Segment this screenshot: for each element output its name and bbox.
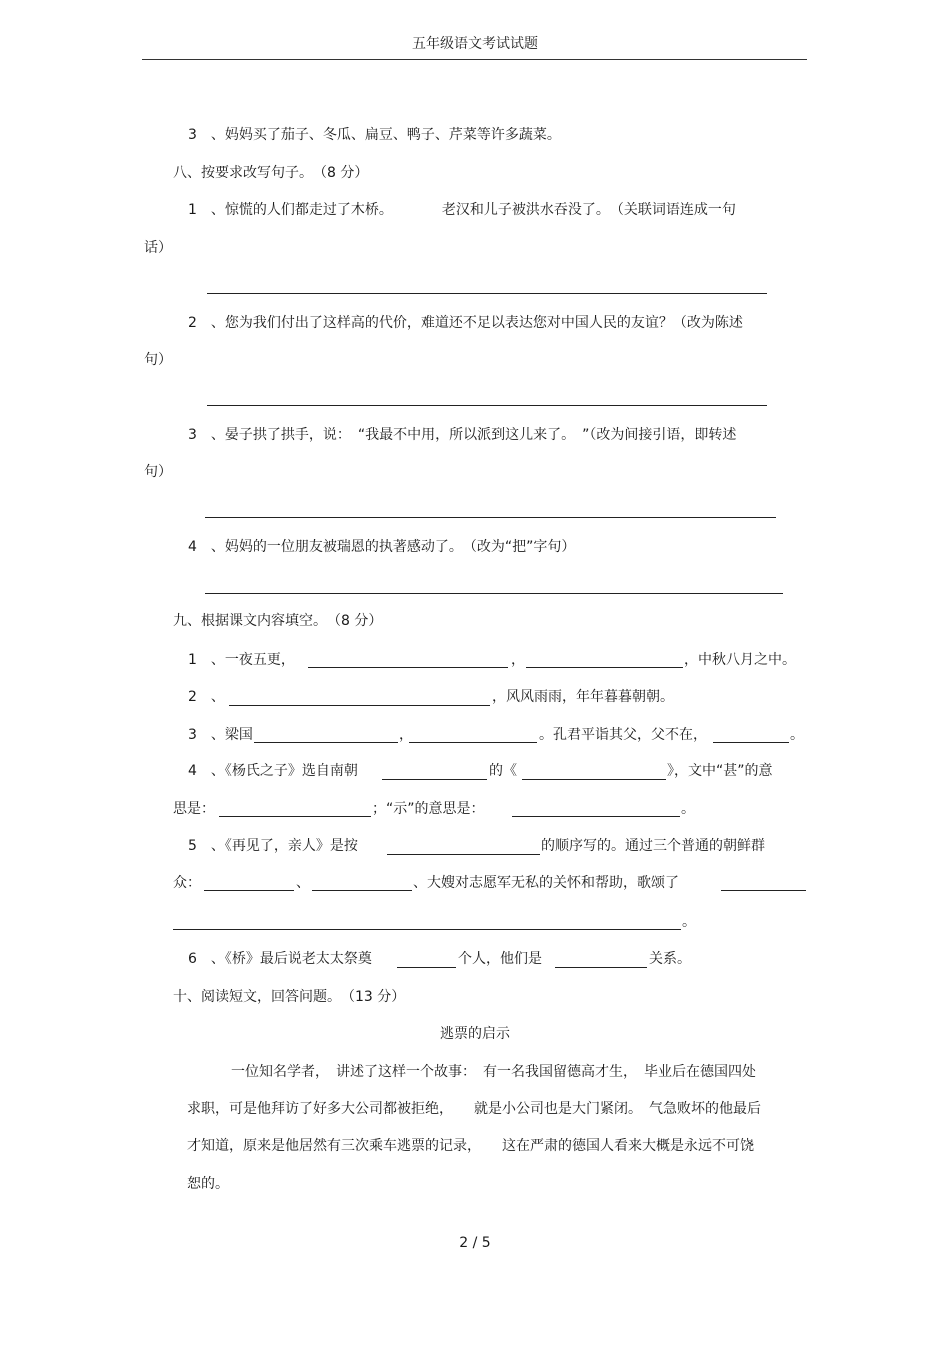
s9-q5-blank4 — [721, 890, 806, 891]
s8-q1-line1: 1 、惊慌的人们都走过了木桥。 老汉和儿子被洪水吞没了。 （关联词语连成一句 — [188, 202, 736, 218]
s9-q4-mid2: 》，文中“甚”的意 — [667, 763, 773, 779]
s9-q5-blank2 — [204, 890, 294, 891]
s9-q1-blank1 — [308, 667, 508, 668]
s8-q2-line1: 2 、您为我们付出了这样高的代价，难道还不足以表达您对中国人民的友谊？（改为陈述 — [188, 315, 743, 331]
s8-q4-answer-line — [205, 593, 783, 594]
s9-q5-num: 5 、《再见了，亲人》是按 — [188, 838, 358, 854]
s9-q6-mid1: 个人，他们是 — [458, 951, 542, 967]
page-header-title: 五年级语文考试试题 — [412, 36, 538, 52]
s9-q5-blank3 — [312, 890, 412, 891]
s7-item3: 3 、妈妈买了茄子、冬瓜、扁豆、鸭子、芹菜等许多蔬菜。 — [188, 127, 561, 143]
passage-line-3: 才知道，原来是他居然有三次乘车逃票的记录， 这在严肃的德国人看来大概是永远不可饶 — [187, 1138, 754, 1154]
s9-q4-blank1 — [382, 779, 487, 780]
s9-q4-blank3 — [219, 816, 371, 817]
s8-q1-line2: 话） — [144, 240, 172, 256]
s9-q2-blank — [229, 705, 490, 706]
passage-line-4: 恕的。 — [187, 1176, 229, 1192]
s9-q3-blank1 — [254, 742, 398, 743]
s8-q3-line1: 3 、晏子拱了拱手，说： “我最不中用，所以派到这儿来了。 ”（改为间接引语，即转述 — [188, 427, 737, 443]
s9-q5-sep1: 、 — [296, 875, 310, 891]
s9-q6-blank1 — [397, 967, 456, 968]
s9-q3-blank2 — [409, 742, 537, 743]
s9-q1-sep: ， — [511, 652, 525, 668]
passage-title: 逃票的启示 — [440, 1026, 510, 1042]
s8-q2-line2: 句） — [144, 352, 172, 368]
section9-heading: 九、根据课文内容填空。 （8 分） — [173, 613, 383, 629]
s8-q2-answer-line — [207, 405, 767, 406]
s9-q4-line2end: 。 — [681, 801, 695, 817]
s9-q5-blank5 — [173, 929, 681, 930]
section10-heading: 十、阅读短文，回答问题。 （13 分） — [173, 989, 406, 1005]
s9-q5-mid1: 的顺序写的。通过三个普通的朝鲜群 — [541, 838, 765, 854]
s9-q3-num: 3 、梁国 — [188, 727, 253, 743]
s9-q3-sep: ， — [399, 727, 413, 743]
s9-q5-sep2: 、大嫂对志愿军无私的关怀和帮助，歌颂了 — [413, 875, 679, 891]
s8-q3-line2: 句） — [144, 464, 172, 480]
s8-q3-answer-line — [205, 517, 776, 518]
s9-q4-blank4 — [512, 816, 680, 817]
s9-q1-text — [188, 651, 295, 669]
s9-q1-blank2 — [526, 667, 683, 668]
header-divider — [142, 59, 807, 60]
s9-q1-end: ，中秋八月之中。 — [684, 652, 796, 668]
s9-q2-num: 2 、 — [188, 689, 225, 705]
passage-line-1: 一位知名学者， 讲述了这样一个故事： 有一名我国留德高才生， 毕业后在德国四处 — [231, 1064, 756, 1080]
passage-line-2: 求职，可是他拜访了好多大公司都被拒绝， 就是小公司也是大门紧闭。 气急败坏的他最后 — [187, 1101, 761, 1117]
s9-q4-num: 4 、《杨氏之子》选自南朝 — [188, 763, 358, 779]
s9-q4-blank2 — [522, 779, 666, 780]
s9-q5-blank1 — [387, 854, 540, 855]
s8-q1-answer-line — [207, 293, 767, 294]
s9-q3-end: 。 — [790, 727, 804, 743]
s9-q6-num: 6 、《桥》最后说老太太祭奠 — [188, 951, 372, 967]
s9-q6-end: 关系。 — [649, 951, 691, 967]
s9-q3-blank3 — [713, 742, 789, 743]
s9-q3-mid: 。孔君平诣其父，父不在， — [539, 727, 707, 743]
s9-q6-blank2 — [555, 967, 647, 968]
s9-q4-line2b: ；“示”的意思是： — [372, 801, 485, 817]
s9-q4-mid1: 的《 — [489, 763, 517, 779]
page-number: 2 / 5 — [459, 1235, 491, 1251]
s9-q5-line3end: 。 — [682, 914, 696, 930]
s9-q2-end: ，风风雨雨，年年暮暮朝朝。 — [492, 689, 674, 705]
section8-heading: 八、按要求改写句子。 （8 分） — [173, 165, 369, 181]
s8-q4: 4 、妈妈的一位朋友被瑞恩的执著感动了。 （改为“把”字句） — [188, 539, 576, 555]
s9-q4-line2a: 思是： — [173, 801, 215, 817]
s9-q5-line2a: 众： — [173, 875, 201, 891]
s9-q1-num: 1 、一夜五更， — [188, 652, 295, 668]
